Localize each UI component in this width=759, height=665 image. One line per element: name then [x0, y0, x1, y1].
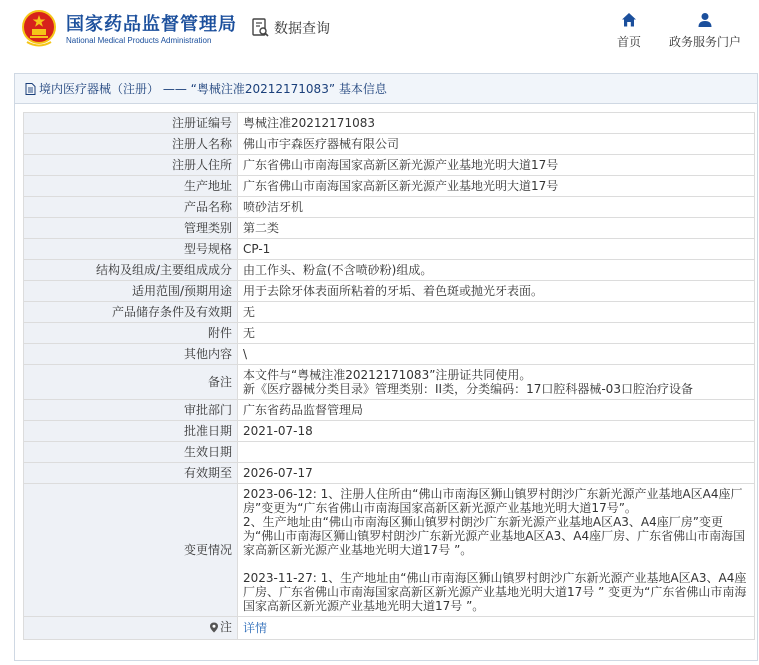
nav-home-label: 首页	[616, 35, 641, 49]
table-row	[24, 281, 755, 302]
table-row	[24, 463, 755, 484]
field-label: 产品储存条件及有效期	[24, 302, 238, 323]
table-row	[24, 421, 755, 442]
field-label: 生效日期	[24, 442, 238, 463]
field-label: 结构及组成/主要组成成分	[24, 260, 238, 281]
table-row	[24, 400, 755, 421]
table-row	[24, 302, 755, 323]
field-value: 由工作头、粉盒(不含喷砂粉)组成。	[238, 260, 755, 281]
remarks-value	[238, 365, 755, 400]
table-row-note	[24, 617, 755, 640]
table-row	[24, 323, 755, 344]
field-value: 2021-07-18	[238, 421, 755, 442]
site-subtitle: National Medical Products Administration	[66, 36, 212, 45]
site-header	[0, 0, 759, 60]
remarks-label: 备注	[24, 365, 238, 400]
field-value: 喷砂洁牙机	[238, 197, 755, 218]
field-label: 审批部门	[24, 400, 238, 421]
detail-panel	[14, 73, 758, 661]
field-label: 注册人住所	[24, 155, 238, 176]
table-row	[24, 197, 755, 218]
field-label: 适用范围/预期用途	[24, 281, 238, 302]
registration-detail-table	[23, 112, 755, 640]
document-search-icon	[252, 18, 270, 38]
field-value: CP-1	[238, 239, 755, 260]
table-row	[24, 113, 755, 134]
field-value: 广东省药品监督管理局	[238, 400, 755, 421]
note-label: 注	[219, 620, 232, 634]
table-row	[24, 218, 755, 239]
pin-icon	[209, 622, 219, 633]
field-label: 产品名称	[24, 197, 238, 218]
panel-title-bar	[15, 74, 757, 104]
field-value: 无	[238, 302, 755, 323]
table-row	[24, 134, 755, 155]
changes-label: 变更情况	[24, 484, 238, 617]
field-value: 粤械注准20212171083	[238, 113, 755, 134]
details-link[interactable]: 详情	[243, 620, 268, 635]
panel-title: 境内医疗器械（注册） —— “粤械注准20212171083” 基本信息	[39, 82, 387, 96]
site-title[interactable]: 国家药品监督管理局	[66, 14, 237, 35]
table-row	[24, 176, 755, 197]
user-icon	[697, 12, 713, 28]
nav-home[interactable]	[612, 12, 646, 50]
field-label: 型号规格	[24, 239, 238, 260]
note-label-wrap	[209, 620, 232, 634]
field-label: 管理类别	[24, 218, 238, 239]
field-value: 广东省佛山市南海国家高新区新光源产业基地光明大道17号	[238, 155, 755, 176]
field-value: 第二类	[238, 218, 755, 239]
nav-service-portal[interactable]	[664, 12, 746, 50]
document-icon	[25, 83, 36, 95]
field-label: 附件	[24, 323, 238, 344]
field-value: 广东省佛山市南海国家高新区新光源产业基地光明大道17号	[238, 176, 755, 197]
table-row	[24, 155, 755, 176]
field-value: 佛山市宇森医疗器械有限公司	[238, 134, 755, 155]
field-value: 用于去除牙体表面所粘着的牙垢、着色斑或抛光牙表面。	[238, 281, 755, 302]
field-value: 无	[238, 323, 755, 344]
table-row	[24, 442, 755, 463]
field-label: 注册人名称	[24, 134, 238, 155]
table-row	[24, 260, 755, 281]
remarks-line: 本文件与“粤械注准20212171083”注册证共同使用。	[243, 368, 532, 382]
field-value: 2026-07-17	[238, 463, 755, 484]
field-value	[238, 442, 755, 463]
data-query-link[interactable]	[252, 17, 330, 39]
home-icon	[621, 12, 637, 28]
nav-service-portal-label: 政务服务门户	[668, 35, 741, 49]
data-query-label: 数据查询	[274, 21, 330, 37]
field-label: 注册证编号	[24, 113, 238, 134]
remarks-line: 新《医疗器械分类目录》管理类别：II类，分类编码：17口腔科器械-03口腔治疗设备	[243, 382, 693, 396]
note-value-cell	[238, 617, 755, 640]
table-row	[24, 239, 755, 260]
field-label: 其他内容	[24, 344, 238, 365]
changes-value: 2023-06-12: 1、注册人住所由“佛山市南海区狮山镇罗村朗沙广东新光源产业基地A区A4座厂房”变更为“广东省佛山市南海国家高新区新光源产业基地光明大道17号”。 2、生产地址由“佛山市南海区狮山镇罗村朗沙广东新光源产业基地A区A3、A4座厂房”变更为“佛山市南海区狮山镇罗村朗沙广东新光源产业基地A区A3、A4座厂房、广东省佛山市南海国家高新区新光源产业基地光明大道17号 ”。 2023-11-27: 1、生产地址由“佛山市南海区狮山镇罗村朗沙广东新光源产业基地A区A3、A4座厂房、广东省佛山市南海国家高新区新光源产业基地光明大道17号 ” 变更为“广东省佛山市南海国家高新区新光源产业基地光明大道17号 ”。	[238, 484, 755, 617]
note-label-cell	[24, 617, 238, 640]
national-emblem-icon	[21, 9, 57, 47]
field-label: 批准日期	[24, 421, 238, 442]
field-label: 有效期至	[24, 463, 238, 484]
table-row-changes	[24, 484, 755, 617]
table-row-remarks	[24, 365, 755, 400]
field-label: 生产地址	[24, 176, 238, 197]
field-value: \	[238, 344, 755, 365]
table-row	[24, 344, 755, 365]
